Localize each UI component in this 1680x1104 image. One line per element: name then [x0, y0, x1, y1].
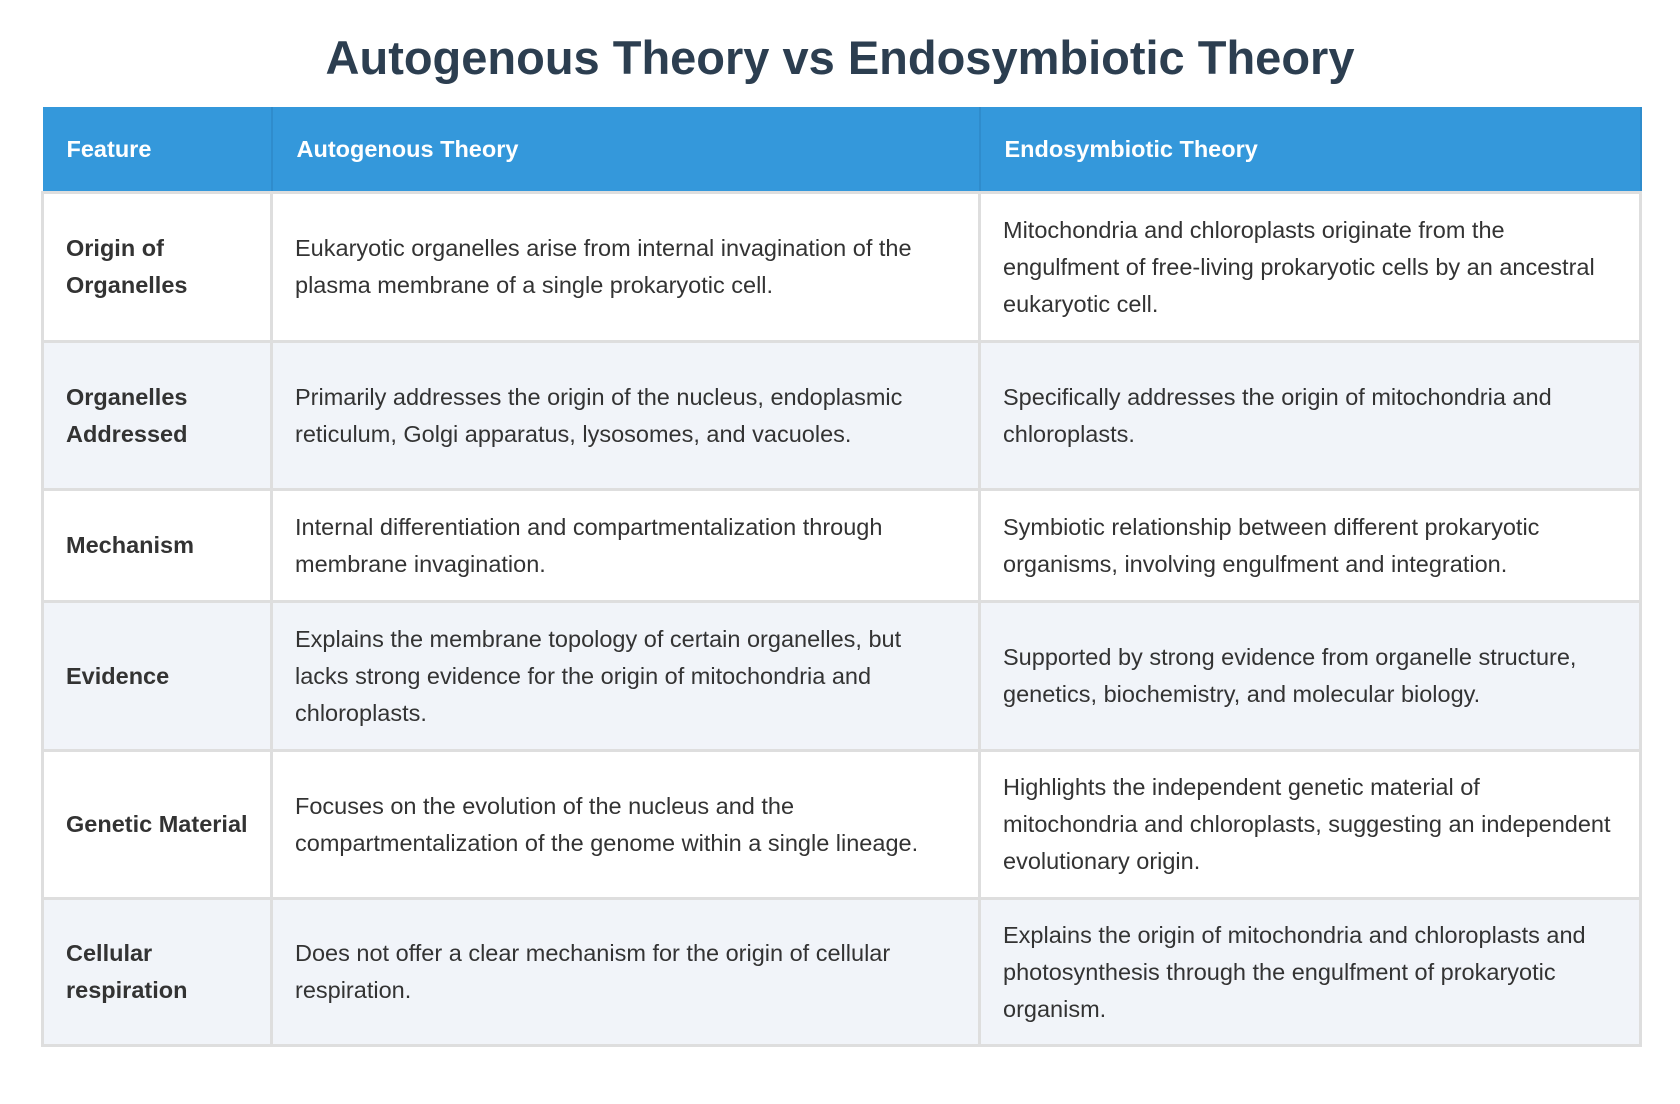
autogenous-cell: Eukaryotic organelles arise from internal invagination of the plasma membrane of a single prokaryotic cell. [272, 193, 980, 342]
endosymbiotic-cell: Symbiotic relationship between different prokaryotic organisms, involving engulfment and integration. [980, 490, 1641, 602]
feature-cell: Origin of Organelles [43, 193, 272, 342]
feature-cell: Organelles Addressed [43, 342, 272, 490]
table-row [43, 193, 1641, 342]
autogenous-cell: Explains the membrane topology of certain organelles, but lacks strong evidence for the origin of mitochondria and chloroplasts. [272, 602, 980, 751]
page-title: Autogenous Theory vs Endosymbiotic Theory [325, 31, 1355, 84]
table-row [43, 899, 1641, 1046]
endosymbiotic-cell: Highlights the independent genetic material of mitochondria and chloroplasts, suggesting an independent evolutionary origin. [980, 751, 1641, 899]
feature-cell: Cellular respiration [43, 899, 272, 1046]
feature-cell: Evidence [43, 602, 272, 751]
table-row [43, 342, 1641, 490]
feature-cell: Genetic Material [43, 751, 272, 899]
header-autogenous: Autogenous Theory [272, 107, 980, 193]
endosymbiotic-cell: Explains the origin of mitochondria and chloroplasts and photosynthesis through the engulfment of prokaryotic organism. [980, 899, 1641, 1046]
header-feature: Feature [43, 107, 272, 193]
endosymbiotic-cell: Supported by strong evidence from organelle structure, genetics, biochemistry, and molecular biology. [980, 602, 1641, 751]
table-row [43, 751, 1641, 899]
table-row [43, 490, 1641, 602]
autogenous-cell: Focuses on the evolution of the nucleus and the compartmentalization of the genome within a single lineage. [272, 751, 980, 899]
table-row [43, 602, 1641, 751]
endosymbiotic-cell: Mitochondria and chloroplasts originate from the engulfment of free-living prokaryotic cells by an ancestral eukaryotic cell. [980, 193, 1641, 342]
comparison-table [41, 107, 1642, 1047]
autogenous-cell: Internal differentiation and compartmentalization through membrane invagination. [272, 490, 980, 602]
autogenous-cell: Does not offer a clear mechanism for the origin of cellular respiration. [272, 899, 980, 1046]
autogenous-cell: Primarily addresses the origin of the nucleus, endoplasmic reticulum, Golgi apparatus, lysosomes, and vacuoles. [272, 342, 980, 490]
header-endosymbiotic: Endosymbiotic Theory [980, 107, 1641, 193]
feature-cell: Mechanism [43, 490, 272, 602]
table-header-row [43, 107, 1641, 193]
endosymbiotic-cell: Specifically addresses the origin of mitochondria and chloroplasts. [980, 342, 1641, 490]
